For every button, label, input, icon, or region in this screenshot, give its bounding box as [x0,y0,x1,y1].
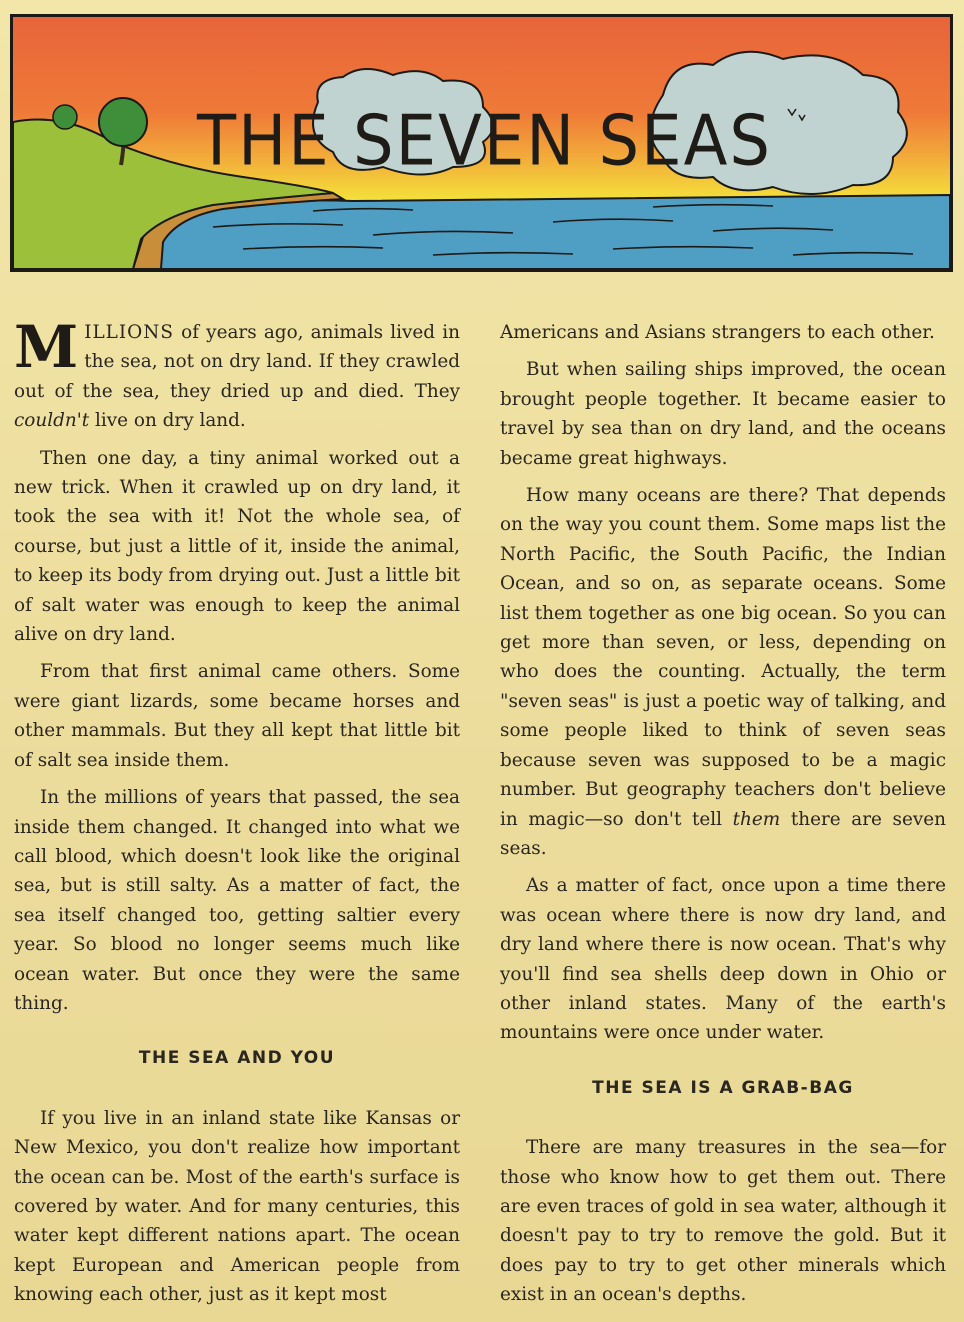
section-heading: THE SEA IS A GRAB-BAG [592,1077,854,1098]
page-title: THE SEVEN SEAS [197,102,772,182]
title-banner [10,14,953,272]
drop-cap: M [14,313,79,381]
paragraph: How many oceans are there? That depends on the way you count them. Some maps list the North Pacific, the South Pacific, the Indian Ocean, and so on, as separate oceans. Some list them together as one big ocean. So you can get more than seven, or less, depending on who does the counting. Actually, the term "seven seas" is just a poetic way of talking, and some people liked to think of seven seas because seven was supposed to be a magic number. But geography teachers don't believe in magic—so don't tell them there are seven seas. [500,485,946,859]
paragraph: Then one day, a tiny animal worked out a new trick. When it crawled up on dry land, it took the sea with it! Not the whole sea, of course, but just a little of it, inside the animal, to keep its body from drying out. Just a little bit of salt water was enough to keep the animal alive on dry land. [14,447,460,646]
paragraph: There are many treasures in the sea—for those who know how to get them out. There are even traces of gold in sea water, although it doesn't pay to try to remove the gold. But it does pay to try to get other minerals which exist in an ocean's depths. [500,1137,946,1306]
paragraph: In the millions of years that passed, the sea inside them changed. It changed into what we call blood, which doesn't look like the original sea, but is still salty. As a matter of fact, the sea itself changed too, getting saltier every year. So blood no longer seems much like ocean water. But once they were the same thing. [14,787,460,1014]
paragraph: But when sailing ships improved, the ocean brought people together. It became easier to travel by sea than on dry land, and the oceans became great highways. [500,359,946,469]
left-column [14,313,460,1310]
right-column [500,318,946,1310]
section-heading: THE SEA AND YOU [138,1048,336,1069]
paragraph: As a matter of fact, once upon a time there was ocean where there is now dry land, and dry land where there is now ocean. That's why you'll find sea shells deep down in Ohio or other inland states. Many of the earth's mountains were once under water. [500,875,946,1044]
paragraph: If you live in an inland state like Kansas or New Mexico, you don't realize how important the ocean can be. Most of the earth's surface is covered by water. And for many centuries, this water kept different nations apart. The ocean kept European and American people from knowing each other, just as it kept most [14,1107,460,1306]
paragraph: MILLIONS of years ago, animals lived in the sea, not on dry land. If they crawled out of the sea, they dried up and died. They couldn't live on dry land. [14,313,460,432]
paragraph: From that first animal came others. Some were giant lizards, some became horses and other mammals. But they all kept that little bit of salt sea inside them. [14,661,460,771]
paragraph: Americans and Asians strangers to each other. [500,322,935,343]
